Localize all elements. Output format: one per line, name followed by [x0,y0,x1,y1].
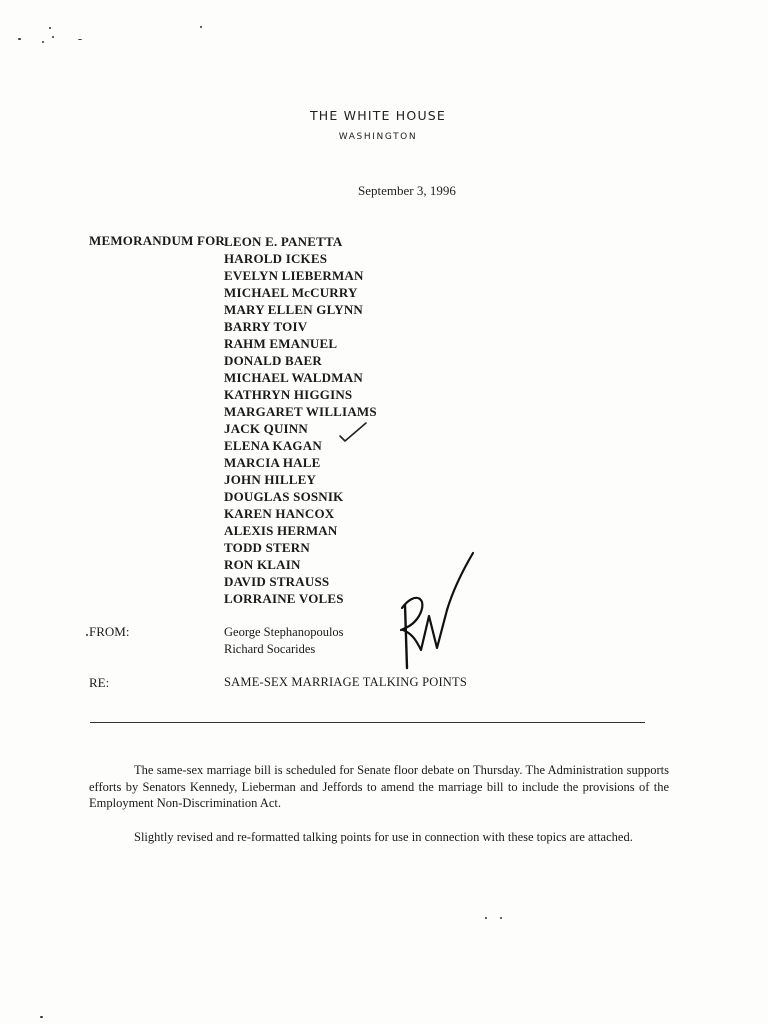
recipient-item: DAVID STRAUSS [224,574,330,589]
recipient-item: DOUGLAS SOSNIK [224,489,344,504]
scan-speck [200,26,202,28]
recipient-item: DONALD BAER [224,353,322,368]
handwritten-initials-icon [395,550,485,675]
recipient-item: ELENA KAGAN [224,438,322,453]
sender-name: George Stephanopoulos [224,625,344,639]
recipient-item: RON KLAIN [224,557,301,572]
recipient-item: KAREN HANCOX [224,506,335,521]
scan-speck [42,41,44,43]
recipient-item: MARGARET WILLIAMS [224,404,377,419]
body-paragraph-2: Slightly revised and re-formatted talking points for use in connection with these topics are attached. [134,830,633,844]
scan-speck [49,27,51,29]
recipient-item: LEON E. PANETTA [224,234,343,249]
scan-speck [500,917,502,919]
recipient-item: BARRY TOIV [224,319,308,334]
sender-name: Richard Socarides [224,642,316,656]
recipient-item: LORRAINE VOLES [224,591,344,606]
memorandum-label: MEMORANDUM FOR [89,233,226,248]
recipient-item: HAROLD ICKES [224,251,328,266]
letterhead-subtitle: WASHINGTON [338,132,418,142]
recipient-item: KATHRYN HIGGINS [224,387,353,402]
re-label: RE: [89,675,110,690]
scan-speck [86,634,88,636]
recipient-item: EVELYN LIEBERMAN [224,268,364,283]
from-label: FROM: [89,624,130,639]
scan-speck [78,39,82,40]
body-paragraph-1: The same-sex marriage bill is scheduled for Senate floor debate on Thursday. The Administration supports efforts by Senators Kennedy, Lieberman and Jeffords to amend the marriage bill to include the provisions of the Employment Non-Discrimination Act. [89,763,669,810]
recipient-item: MARCIA HALE [224,455,321,470]
recipient-item: RAHM EMANUEL [224,336,338,351]
letterhead-title: THE WHITE HOUSE [309,108,447,123]
memo-date: September 3, 1996 [358,183,456,198]
recipient-item: JOHN HILLEY [224,472,317,487]
recipient-item: MICHAEL McCURRY [224,285,358,300]
divider-rule [90,722,645,723]
scan-speck [40,1016,43,1018]
recipient-item: MICHAEL WALDMAN [224,370,363,385]
recipient-item: ALEXIS HERMAN [224,523,338,538]
scan-speck [485,917,487,919]
from-names [224,624,344,658]
checkmark-icon [338,420,368,444]
scan-speck [18,38,21,40]
scan-speck [52,36,54,38]
recipient-item: TODD STERN [224,540,310,555]
re-subject: SAME-SEX MARRIAGE TALKING POINTS [224,675,468,689]
recipient-item: MARY ELLEN GLYNN [224,302,364,317]
recipient-item: JACK QUINN [224,421,308,436]
